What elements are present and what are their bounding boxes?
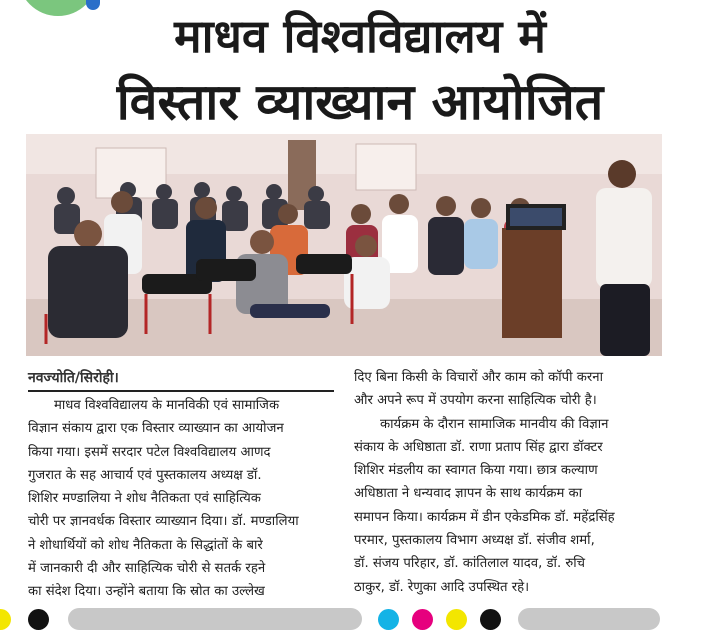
registration-black-dot-2 [480,609,501,630]
article-column-2 [354,366,662,599]
dateline: नवज्योति/सिरोही। [28,370,119,386]
body-line: डॉ. संजय परिहार, डॉ. कांतिलाल यादव, डॉ. रुचि [354,556,586,572]
registration-yellow-dot-2 [446,609,467,630]
body-line: दिए बिना किसी के विचारों और काम को कॉपी करना [354,370,604,385]
body-line: समापन किया। कार्यक्रम में डीन एकेडमिक डॉ. महेंद्रसिंह [354,509,615,525]
body-line: परमार, पुस्तकालय विभाग अध्यक्ष डॉ. संजीव शर्मा, [354,533,595,549]
registration-magenta-dot [412,609,433,630]
body-line: शिशिर मण्डालिया ने शोध नैतिकता एवं साहित्यिक [28,491,261,507]
registration-gray-bar [68,608,362,630]
body-line: कार्यक्रम के दौरान सामाजिक मानवीय की विज्ञान [380,416,609,432]
body-line: में जानकारी दी और साहित्यिक चोरी से सतर्क रहने [28,561,266,577]
body-line: माधव विश्वविद्यालय के मानविकी एवं सामाजिक [54,398,280,413]
body-line: ठाकुर, डॉ. रेणुका आदि उपस्थित रहे। [354,579,530,595]
registration-cyan-dot [378,609,399,630]
body-line: अधिष्ठाता ने धन्यवाद ज्ञापन के साथ कार्यक्रम का [354,486,583,502]
event-photo [26,134,662,356]
column-rule [28,390,334,392]
body-line: संकाय के अधिष्ठाता डॉ. राणा प्रताप सिंह द्वारा डॉक्टर [354,439,603,455]
headline-line-2: विस्तार व्याख्यान आयोजित [116,73,604,131]
body-line: विज्ञान संकाय द्वारा एक विस्तार व्याख्यान का आयोजन [28,421,284,437]
registration-gray-bar-2 [518,608,660,630]
body-line: ने शोधार्थियों को शोध नैतिकता के सिद्धांतों के बारे [28,537,263,553]
body-line: का संदेश दिया। उन्होंने बताया कि स्रोत का उल्लेख [28,584,265,600]
headline-line-1: माधव विश्वविद्यालय में [174,9,546,63]
registration-yellow-dot [0,609,11,630]
registration-black-dot [28,609,49,630]
body-line: गुजरात के सह आचार्य एवं पुस्तकालय अध्यक्ष डॉ. [28,467,262,483]
body-line: किया गया। इसमें सरदार पटेल विश्वविद्यालय आणद [28,444,271,460]
body-line: शिशिर मंडलीय का स्वागत किया गया। छात्र कल्याण [354,463,598,479]
article-column-1 [28,394,334,604]
body-line: और अपने रूप में उपयोग करना साहित्यिक चोरी है। [354,393,597,409]
body-line: चोरी पर ज्ञानवर्धक विस्तार व्याख्यान दिया। डॉ. मण्डालिया [28,514,299,530]
